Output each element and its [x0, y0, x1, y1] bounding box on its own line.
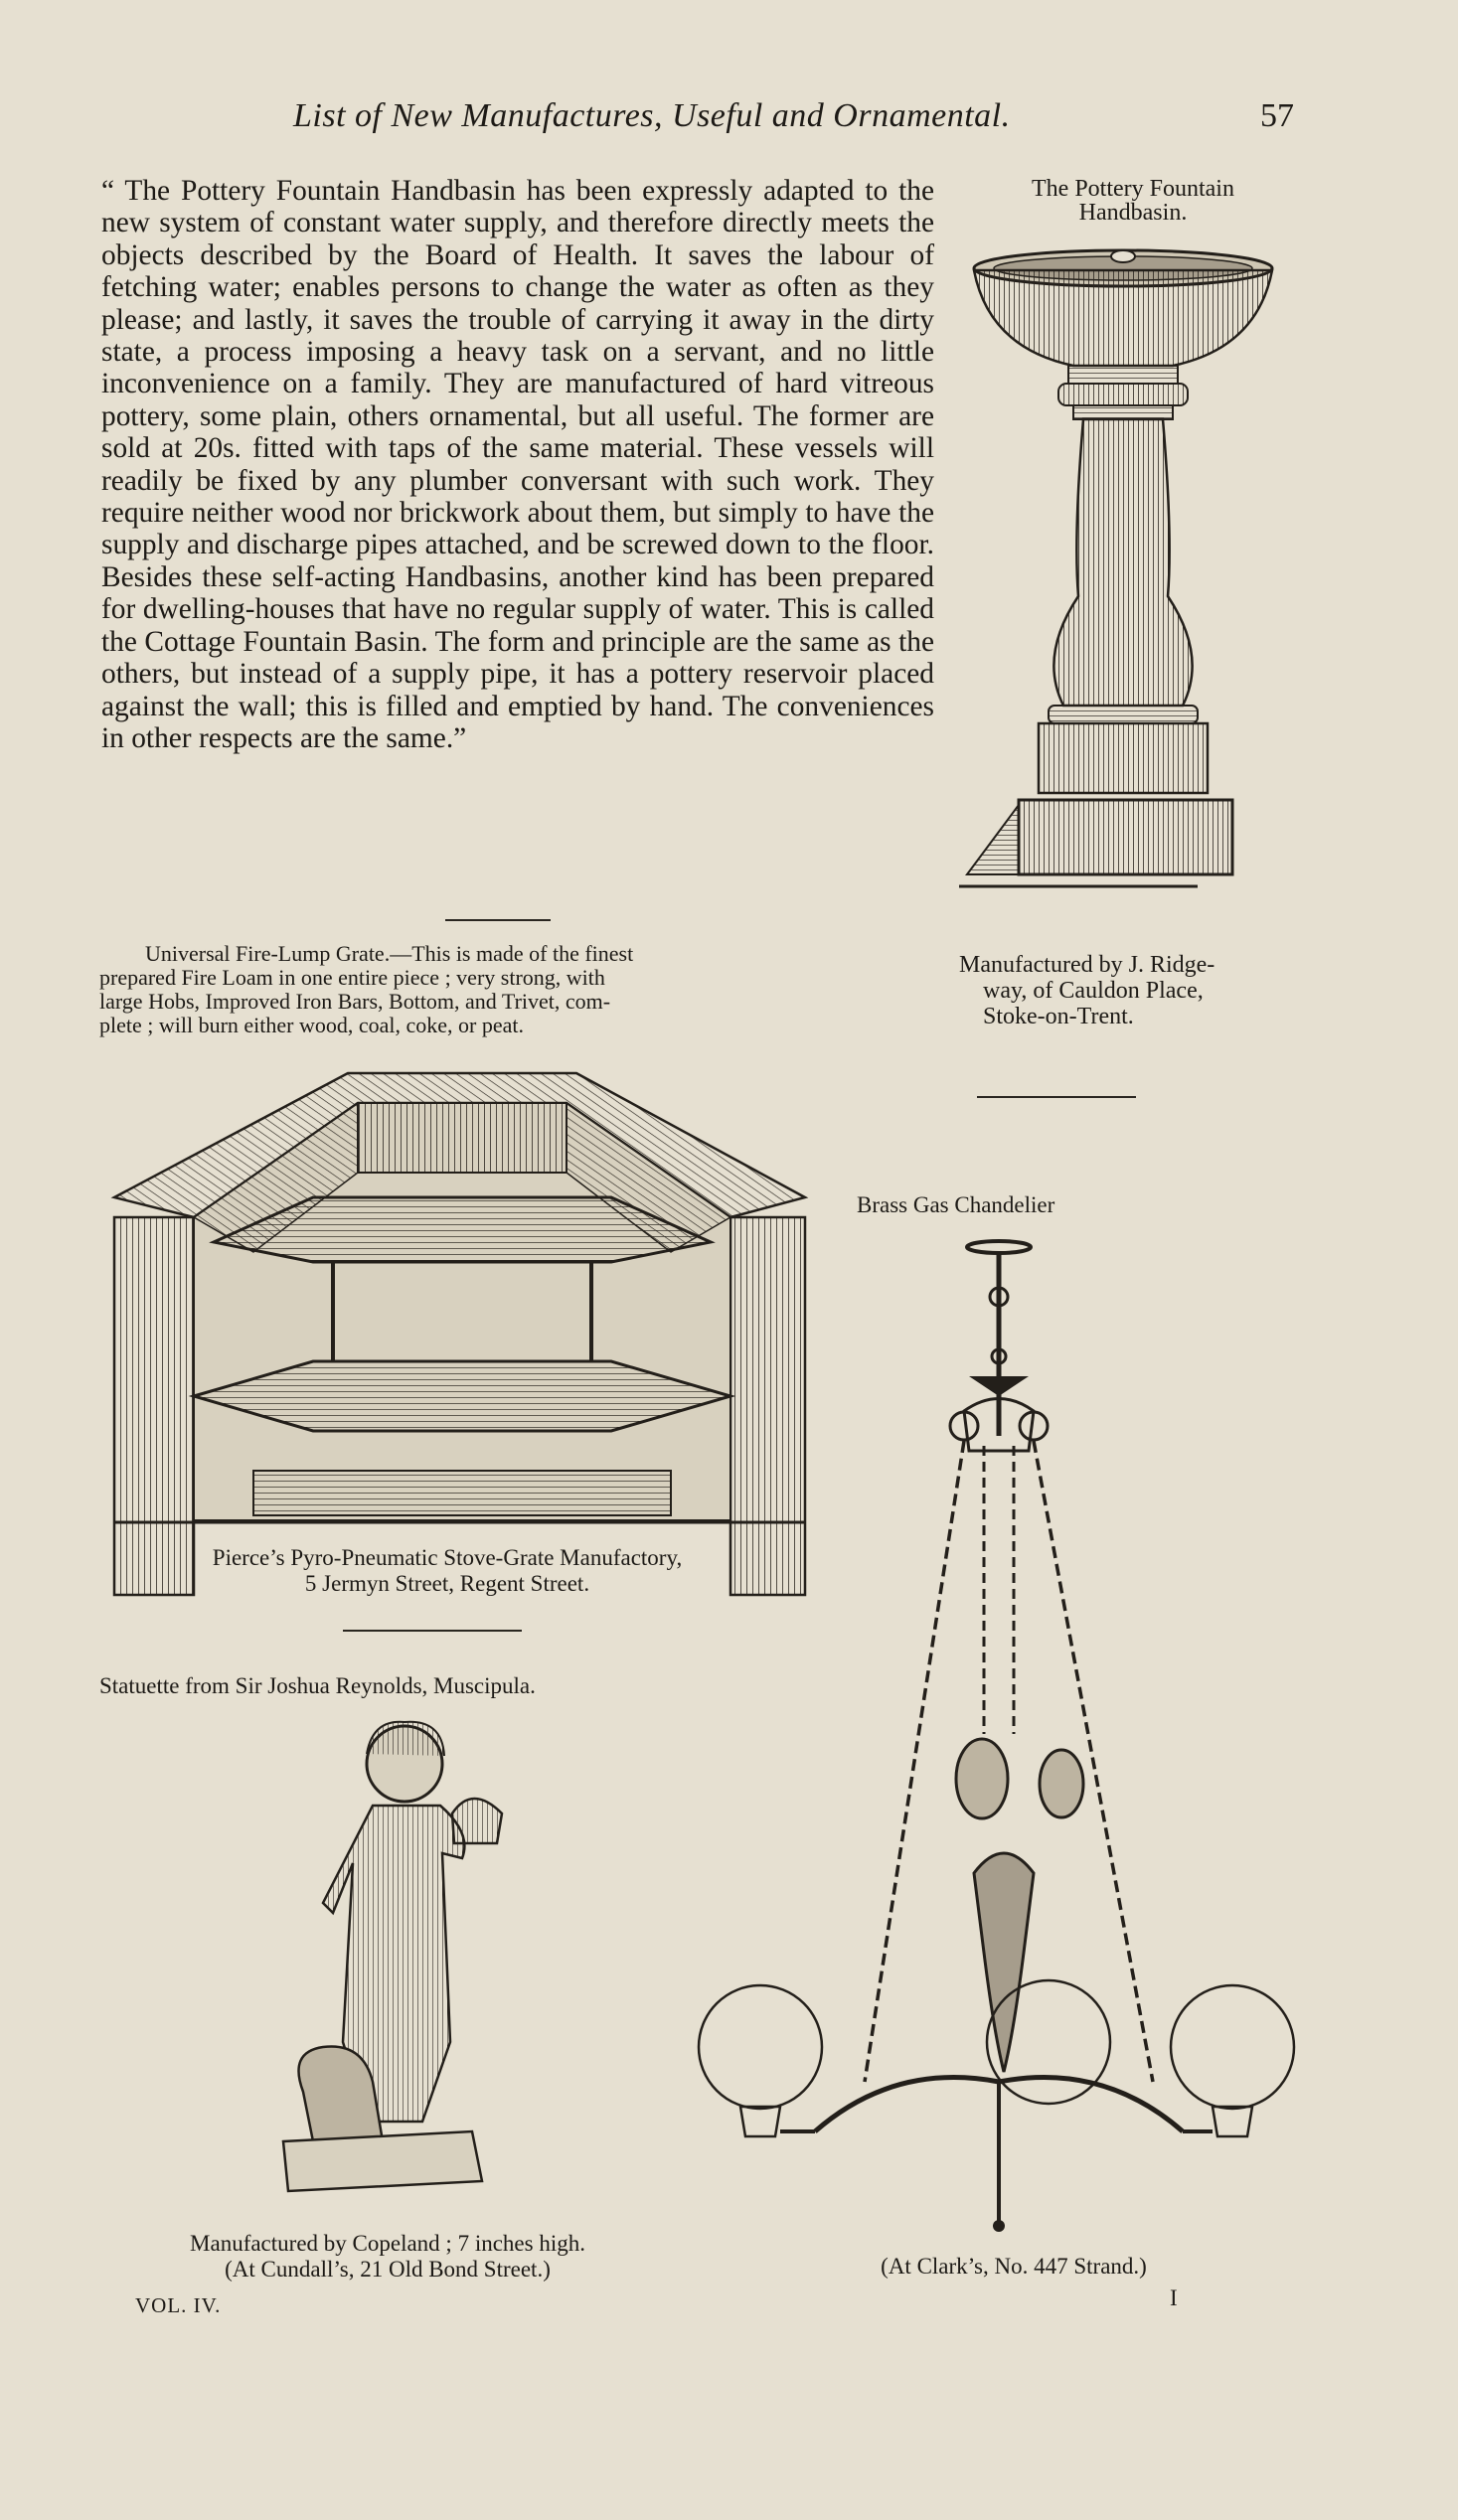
handbasin-title-line: Handbasin. [1078, 200, 1188, 226]
grate-description-line: prepared Fire Loam in one entire piece ; very strong, with [99, 965, 605, 990]
grate-maker-line: 5 Jermyn Street, Regent Street. [304, 1571, 590, 1596]
grate-description-line: Universal Fire-Lump Grate.—This is made of the finest [145, 941, 634, 966]
brass-gas-chandelier-illustration [696, 1237, 1302, 2241]
handbasin-maker-caption [959, 952, 1312, 1029]
divider-rule [343, 1630, 522, 1632]
signature-mark: I [1170, 2285, 1178, 2310]
chandelier-maker-caption: (At Clark’s, No. 447 Strand.) [881, 2254, 1147, 2279]
statuette-maker-caption [99, 2231, 676, 2283]
chandelier-title: Brass Gas Chandelier [857, 1192, 1055, 1217]
grate-description [99, 942, 835, 1037]
grate-description-line: plete ; will burn either wood, coal, coke, or peat. [99, 1013, 525, 1037]
pottery-fountain-handbasin-illustration [959, 238, 1277, 934]
muscipula-statuette-illustration [273, 1714, 532, 2231]
divider-rule [445, 919, 551, 921]
quote-paragraph: “ The Pottery Fountain Handbasin has been expressly adapted to the new system of constant water supply, and therefore directly meets the objects described by the Board of Health. It saves the labour of fetching water; enables persons to change the water as often as they please; and lastly, it saves the trouble of carrying it away in the dirty state, a process imposing a heavy task on a servant, and no little inconvenience on a family. They are manufactured of hard vitreous pottery, some plain, others ornamental, but all useful. The former are sold at 20s. fitted with taps of the same material. These vessels will readily be fixed by any plumber conversant with such work. They require neither wood nor brickwork about them, but simply to have the supply and discharge pipes attached, and be screwed down to the floor. Besides these self-acting Handbasins, another kind has been prepared for dwelling-houses that have no regular supply of water. This is called the Cottage Fountain Basin. The form and principle are the same as the others, but instead of a supply pipe, it has a pottery reservoir placed against the wall; this is filled and emptied by hand. The conveniences in other respects are the same.” [101, 175, 934, 754]
divider-rule [977, 1096, 1136, 1098]
handbasin-maker-line: way, of Cauldon Place, [983, 978, 1204, 1004]
handbasin-maker-line: Manufactured by J. Ridge- [959, 952, 1215, 978]
statuette-maker-line: (At Cundall’s, 21 Old Bond Street.) [225, 2257, 551, 2282]
handbasin-title [984, 177, 1282, 225]
statuette-title: Statuette from Sir Joshua Reynolds, Muscipula. [99, 1673, 536, 1698]
grate-maker-caption [99, 1545, 795, 1597]
statuette-maker-line: Manufactured by Copeland ; 7 inches high. [190, 2231, 585, 2256]
page-number: 57 [1260, 97, 1294, 134]
volume-footer: VOL. IV. [135, 2293, 222, 2317]
running-header-title: List of New Manufactures, Useful and Ornamental. [293, 97, 1011, 134]
grate-description-line: large Hobs, Improved Iron Bars, Bottom, and Trivet, com- [99, 989, 611, 1014]
grate-maker-line: Pierce’s Pyro-Pneumatic Stove-Grate Manufactory, [212, 1545, 683, 1570]
handbasin-maker-line: Stoke-on-Trent. [983, 1004, 1134, 1029]
handbasin-title-line: The Pottery Fountain [1032, 176, 1234, 202]
